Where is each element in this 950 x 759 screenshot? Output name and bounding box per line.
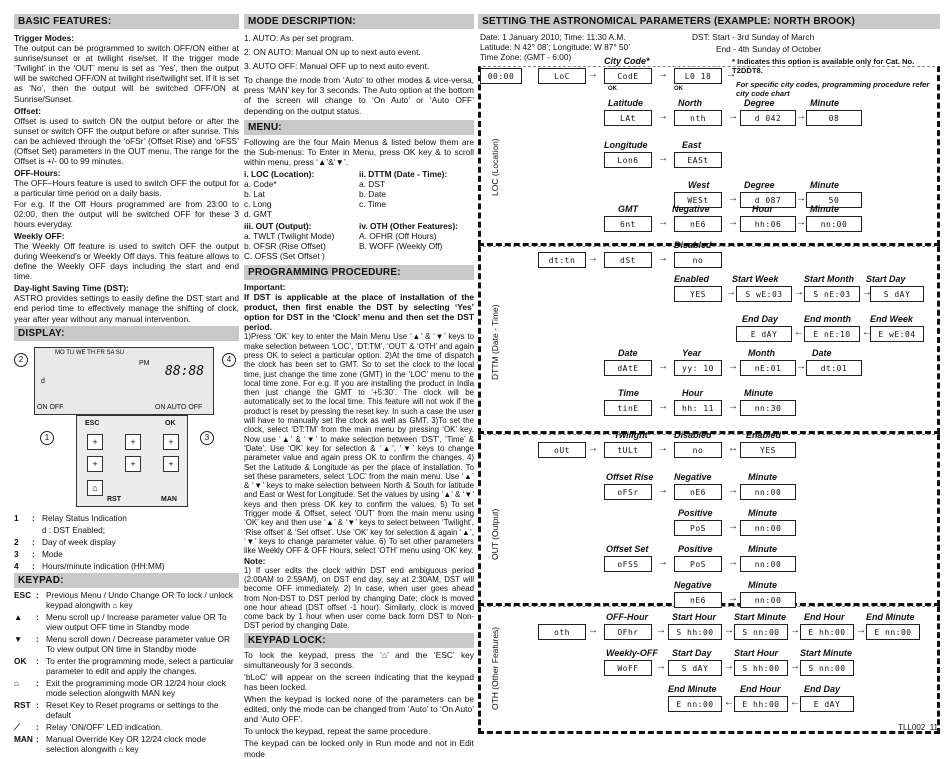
- flow-arrow: ←: [790, 697, 800, 708]
- man-label: MAN: [161, 495, 177, 503]
- example-timezone: Time Zone: (GMT - 6:00): [480, 52, 572, 62]
- lcd-m3: nn:00: [740, 556, 796, 572]
- column-astro: [478, 14, 940, 710]
- callout-1: 1: [40, 431, 54, 445]
- lock-text-3: When the keypad is locked none of the parameters can be edited, only the mode can be changed from ‘Auto’ to ‘On Auto’ and ‘Auto OFF’.: [244, 694, 474, 725]
- lcd-no2: no: [674, 442, 722, 458]
- label-start-minute: Start Minute: [734, 612, 787, 622]
- lcd-loc: LoC: [538, 68, 586, 84]
- example-latlong: Latitude: N 42° 08’; Longitude: W 87° 50’: [480, 42, 631, 52]
- column-procedure: [244, 14, 474, 759]
- mode-heading: MODE DESCRIPTION:: [244, 14, 474, 29]
- label-negative-3: Negative: [674, 580, 712, 590]
- lcd-yes2: YES: [740, 442, 796, 458]
- legend-row: 1 : Relay Status Indication: [14, 512, 127, 523]
- dst-heading: Day-light Saving Time (DST):: [14, 283, 129, 294]
- flow-arrow: →: [728, 401, 738, 412]
- lcd-sd: S dAY: [870, 286, 924, 302]
- label-weekly-off: Weekly-OFF: [606, 648, 658, 658]
- mode-text: To change the mode from ‘Auto’ to other modes & vice-versa, press ‘MAN’ key for 3 seconds. The Auto option at the bottom of the screen will change to ‘On Auto’ or ‘Auto OFF’ depending on the output status.: [244, 75, 474, 116]
- lcd-em: E nE:10: [804, 326, 860, 342]
- lcd-m4: nn:00: [740, 592, 796, 608]
- offset-heading: Offset:: [14, 105, 41, 116]
- days-row: MO TU WE TH FR SA SU: [55, 349, 125, 356]
- lcd-neg: nE6: [674, 216, 722, 232]
- lcd-nth: nth: [674, 110, 722, 126]
- astro-heading: SETTING THE ASTRONOMICAL PARAMETERS (EXAMPLE: NORTH BROOK): [478, 14, 940, 29]
- flow-arrow: →: [796, 193, 806, 204]
- label-date-2: Date: [812, 348, 832, 358]
- section-label: LOC (Location): [490, 138, 500, 196]
- ok-tag: OK: [674, 86, 683, 92]
- flow-arrow: →: [658, 153, 668, 164]
- label-positive-2: Positive: [678, 544, 713, 554]
- lcd-sh: S hh:00: [668, 624, 722, 640]
- flow-arrow: →: [728, 361, 738, 372]
- keypad-row: MAN : Manual Override Key OR 12/24 clock mode selection alongwith ⌂ key: [14, 733, 207, 754]
- label-off-hour: OFF-Hour: [606, 612, 648, 622]
- lcd-min: 08: [806, 110, 862, 126]
- catalog-note: * Indicates this option is available only for Cat. No. T2DDT8.: [732, 57, 915, 75]
- column-basic: [14, 14, 239, 754]
- menu-list-1: [244, 169, 474, 219]
- note-label: Note:: [244, 555, 266, 566]
- flow-arrow: ←: [862, 327, 872, 338]
- label-date: Date: [618, 348, 638, 358]
- esc-label: ESC: [85, 419, 100, 427]
- lcd-hh: hh: 11: [674, 400, 722, 416]
- label-enabled: Enabled: [674, 274, 710, 284]
- keypad-row: ▲ : Menu scroll up / Increase parameter value OR To view output OFF time in Standby mode: [14, 611, 227, 632]
- label-end-hour: End Hour: [804, 612, 845, 622]
- menu-loc: i. LOC (Location): a. Code* b. Lat c. Long d. GMT: [244, 168, 315, 219]
- device-figure: [14, 343, 239, 511]
- label-end-minute: End Minute: [866, 612, 915, 622]
- flow-arrow: →: [726, 287, 736, 298]
- label-hour: Hour: [752, 204, 773, 214]
- lcd-pos2: PoS: [674, 556, 722, 572]
- programming-steps: 1)Press ‘OK’ key to enter the Main Menu Use ‘▲’ & ‘▼’ keys to make selection between ‘LOC’, ‘DT:TM’, ‘OUT’ & ‘OTH’ and again press OK to select a particular option. 2)At the time of dispatch the clock has been set to GMT. So to set the clock to the local time, just change the time zone (GMT) in the ‘LOC’ menu to the local time zone. For e.g. If you are installing the product in India then just change the GMT to ‘+5:30’. The clock will be automatically set to the local time. This feature will not wok if the product is reset by pressing the reset key. In such a case the user will have to manually set the clock as well as GMT. 3)To set the clock, select ‘DT:TM’ from the main menu by pressing ‘OK’ key. Now use ‘▲’ & ‘▼’ to make selection between ‘DST’, ‘Time’ & ‘Date’. Use ‘OK’ key for selection & ‘▲’, ‘▼’ keys to change parameter value and again press OK to confirm the changes. 4) Set the Latitude & Longitude as per the place of installation. To set these parameters, select ‘LOC’ from the main menu. Use ‘▲’ & ‘▼’ keys to make selection between North & South for latitude and East or West for Longitude. Set the values by using ‘▲’ & ‘▼’ keys and then press OK key to confirm the values. 5) To set Trigger mode & Offset, select ‘OUT’ from the main menu using ‘OK’ key and then use ‘▲’ & ‘▼’ keys to select between ‘Twilight’, ‘Rise offset’ & ‘Set offset’. Use ‘OK’ key for selection & again ‘▲’, ‘▼’ keys to change parameter value. 6) To set other parameters like Weekly OFF & OFF Hours, select ‘OTH’ menu using ‘OK’ key.: [244, 332, 474, 556]
- flow-arrow: →: [728, 593, 738, 604]
- offset-text: Offset is used to switch ON the output before or after the sunset or switch OFF the output before or after sunrise. This can be achieved through the ‘oFSr’ (Offset Rise) and ‘oFSS’ (Offset Set) parameters in the OUT menu. The range for the Offset is +/- 00 to 99 minutes.: [14, 115, 239, 167]
- label-start-day-2: Start Day: [672, 648, 712, 658]
- lcd-eh2: E hh:00: [734, 696, 788, 712]
- lcd-sm3: S nn:00: [800, 660, 854, 676]
- label-enabled-2: Enabled: [746, 430, 782, 440]
- flow-arrow: →: [724, 661, 734, 672]
- callout-3: 3: [200, 431, 214, 445]
- menu-oth: iv. OTH (Other Features): A. OFHR (Off Hours) B. WOFF (Weekly Off): [359, 220, 458, 251]
- lcd-year: yy: 10: [674, 360, 722, 376]
- flow-arrow: →: [794, 287, 804, 298]
- menu-dttm: ii. DTTM (Date - Time): a. DST b. Date c. Time: [359, 168, 448, 209]
- label-start-hour-2: Start Hour: [734, 648, 779, 658]
- lcd-min3: nn:00: [806, 216, 862, 232]
- lcd-sm: S nE:03: [804, 286, 860, 302]
- keypad-row: ⟋ : Relay ‘ON/OFF’ LED indication.: [14, 721, 163, 732]
- keypad-row: ESC : Previous Menu / Undo Change OR To lock / unlock keypad alongwith ⌂ key: [14, 589, 234, 610]
- flow-arrow: →: [588, 69, 598, 80]
- label-end-hour-2: End Hour: [740, 684, 781, 694]
- label-degree-2: Degree: [744, 180, 775, 190]
- lock-text-4: To unlock the keypad, repeat the same procedure.: [244, 726, 431, 737]
- offhours-heading: OFF-Hours:: [14, 168, 61, 179]
- label-negative: Negative: [672, 204, 710, 214]
- lcd-neg2: nE6: [674, 484, 722, 500]
- flow-arrow: →: [728, 557, 738, 568]
- flow-arrow: →: [728, 521, 738, 532]
- flow-arrow: →: [728, 217, 738, 228]
- label-disabled-2: Disabled: [674, 430, 712, 440]
- label-end-minute-2: End Minute: [668, 684, 717, 694]
- lcd-em3: E nn:00: [668, 696, 722, 712]
- keypad-body: [76, 415, 188, 507]
- flow-arrow: →: [588, 625, 598, 636]
- lcd-l018: L0 18: [674, 68, 722, 84]
- label-longitude: Longitude: [604, 140, 648, 150]
- lcd-em2: E nn:00: [866, 624, 920, 640]
- flow-diagram: [478, 14, 940, 734]
- label-east: East: [682, 140, 702, 150]
- lcd-ed2: E dAY: [800, 696, 854, 712]
- display-panel: [34, 347, 214, 415]
- lcd-time: 00:00: [480, 68, 522, 84]
- lcd-neg3: nE6: [674, 592, 722, 608]
- note-text: 1) If user edits the clock within DST end ambiguous period (2:00AM to 2:59AM), on DST end day, say at 2:30AM, DST will become OFF immediately. 2) In case, when user goes ahead from Non-DST to DST period by changing Date; clock is moved one hour ahead (DST offset -1 hour). Similarly, clock is moved come back by 1 hour when user come back form DST to Non-DST period by changing Date.: [244, 565, 474, 631]
- time-digits: 88:88: [165, 363, 205, 379]
- key-plus-1[interactable]: +: [87, 434, 103, 450]
- weeklyoff-text: The Weekly Off feature is used to switch OFF the output during Weekend’s or Weekly Off days. This feature allows to define the Weekly OFF days including the start and end time.: [14, 240, 239, 282]
- label-start-minute-2: Start Minute: [800, 648, 853, 658]
- on-off-label: ON OFF: [37, 403, 64, 411]
- key-plus-5[interactable]: +: [125, 456, 141, 472]
- lcd-sh2: S hh:00: [734, 660, 788, 676]
- flow-arrow: →: [728, 193, 738, 204]
- lcd-deg: d 042: [740, 110, 796, 126]
- label-north: North: [678, 98, 702, 108]
- label-start-week: Start Week: [732, 274, 779, 284]
- lcd-tw: tULt: [604, 442, 652, 458]
- trigger-text: The output can be programmed to switch OFF/ON either at sunrise/sunset or at twilight rise/set. If the trigger mode ‘Twilight’ in the ‘OUT’ menu is set as ‘Yes’, then the output will be switched OFF/ON at twilight rise/twilight set. If it is set as ‘No’, then the output will be switched OFF/ON at Sunrise/Sunset.: [14, 43, 239, 104]
- lcd-ofsr: oFSr: [604, 484, 652, 500]
- lcd-sm2: S nn:00: [734, 624, 788, 640]
- label-start-hour: Start Hour: [672, 612, 717, 622]
- label-minute-8: Minute: [748, 580, 777, 590]
- lock-text-2: ‘bLoC’ will appear on the screen indicating that the keypad has been locked.: [244, 671, 474, 692]
- key-plus-2[interactable]: +: [125, 434, 141, 450]
- lcd-code: CodE: [604, 68, 652, 84]
- flow-arrow: ←: [794, 327, 804, 338]
- label-minute-5: Minute: [748, 472, 777, 482]
- basic-features-heading: BASIC FEATURES:: [14, 14, 239, 29]
- lcd-ed: E dAY: [736, 326, 792, 342]
- flow-arrow: →: [726, 69, 736, 80]
- section-label: OTH (Other Features): [490, 626, 500, 710]
- offhours-example: For e.g. If the Off Hours programmed are from 23:00 to 02:00, then the output will be switched OFF for these 3 hours everyday.: [14, 198, 239, 229]
- lcd-out: oUt: [538, 442, 586, 458]
- dst-indicator: d: [41, 377, 45, 385]
- flow-arrow: →: [658, 443, 668, 454]
- lcd-date: dAtE: [604, 360, 652, 376]
- flow-arrow: →: [856, 625, 866, 636]
- ok-tag: OK: [608, 86, 617, 92]
- label-minute-4: Minute: [744, 388, 773, 398]
- lcd-sw: S wE:03: [736, 286, 792, 302]
- offhours-text: The OFF–Hours feature is used to switch OFF the output for a particular time period on a daily basis.: [14, 178, 239, 199]
- key-plus-3[interactable]: +: [163, 434, 179, 450]
- key-plus-6[interactable]: +: [163, 456, 179, 472]
- lcd-west: WESt: [674, 192, 722, 208]
- rst-label: RST: [107, 495, 121, 503]
- keypad-row: OK : To enter the programming mode, select a particular parameter to edit and apply the changes.: [14, 655, 234, 676]
- lcd-sd2: S dAY: [668, 660, 722, 676]
- flow-arrow: →: [658, 485, 668, 496]
- flow-arrow: →: [658, 253, 668, 264]
- label-hour-2: Hour: [682, 388, 703, 398]
- flow-arrow: →: [588, 253, 598, 264]
- menu-intro: Following are the four Main Menus & listed below them are the Sub-menus: To Enter in Menu, press OK key & to scroll within menu, press ‘▲’&‘▼’.: [244, 136, 474, 167]
- flow-arrow: →: [658, 401, 668, 412]
- flow-arrow: →: [790, 625, 800, 636]
- important-label: Important:: [244, 281, 286, 292]
- footer-code: TLL002_11: [898, 723, 938, 732]
- keypad-row: ▼ : Menu scroll down / Decrease parameter value OR To view output ON time in Standby mode: [14, 633, 230, 654]
- label-disabled: Disabled: [674, 240, 712, 250]
- flow-arrow: ↔: [728, 443, 738, 454]
- lcd-ew: E wE:04: [870, 326, 924, 342]
- menu-out: iii. OUT (Output): a. TWLT (Twilight Mode) b. OFSR (Rise Offset) C. OFSS (Set Offset ): [244, 220, 335, 261]
- label-minute: Minute: [810, 98, 839, 108]
- city-code-note: For specific city codes, programming procedure refer city code chart: [736, 80, 930, 98]
- home-key[interactable]: ⌂: [87, 480, 103, 496]
- lcd-dt: dt:01: [806, 360, 862, 376]
- dst-end: End - 4th Sunday of October: [716, 44, 822, 54]
- label-twilight: Twilight: [614, 430, 648, 440]
- flow-arrow: →: [724, 625, 734, 636]
- mode-item-2: 2. ON AUTO: Manual ON up to next auto event.: [244, 47, 421, 58]
- menu-list-2: [244, 221, 474, 261]
- lcd-lat: LAt: [604, 110, 652, 126]
- label-start-month: Start Month: [804, 274, 854, 284]
- mode-label: ON AUTO OFF: [155, 403, 203, 411]
- legend-row: 4 : Hours/minute indication (HH:MM): [14, 560, 165, 571]
- section-label: OUT (Output): [490, 508, 500, 560]
- lcd-m2: nn:00: [740, 520, 796, 536]
- flow-arrow: →: [656, 625, 666, 636]
- lcd-dst: dSt: [604, 252, 652, 268]
- display-heading: DISPLAY:: [14, 326, 239, 341]
- key-plus-4[interactable]: +: [87, 456, 103, 472]
- weeklyoff-heading: Weekly OFF:: [14, 230, 65, 241]
- section-label: DTTM (Date - Time): [490, 304, 500, 380]
- lcd-dttm: dt:tn: [538, 252, 586, 268]
- lcd-woff: WoFF: [604, 660, 652, 676]
- mode-item-1: 1. AUTO: As per set program.: [244, 33, 354, 43]
- important-text: If DST is applicable at the place of installation of the product, then first enable the DST by selecting ‘Yes’ option for DST in the ‘Clock’ menu and then set the DST period.: [244, 292, 474, 333]
- flow-arrow: →: [658, 69, 668, 80]
- label-minute-7: Minute: [748, 544, 777, 554]
- label-minute-3: Minute: [810, 204, 839, 214]
- flow-arrow: →: [790, 661, 800, 672]
- mode-item-3: 3. AUTO OFF: Manual OFF up to next auto event.: [244, 61, 430, 72]
- label-end-day: End Day: [742, 314, 779, 324]
- flow-arrow: →: [796, 111, 806, 122]
- label-city-code: City Code*: [604, 56, 650, 66]
- lcd-m1: nn:00: [740, 484, 796, 500]
- label-end-week: End Week: [870, 314, 913, 324]
- label-positive: Positive: [678, 508, 713, 518]
- label-start-day: Start Day: [866, 274, 906, 284]
- lcd-east: EASt: [674, 152, 722, 168]
- lcd-pos: PoS: [674, 520, 722, 536]
- programming-heading: PROGRAMMING PROCEDURE:: [244, 265, 474, 280]
- flow-arrow: →: [588, 443, 598, 454]
- callout-2: 2: [14, 353, 28, 367]
- label-west: West: [688, 180, 710, 190]
- label-negative-2: Negative: [674, 472, 712, 482]
- keypad-row: RST : Reset Key to Reset programs or settings to the default: [14, 699, 219, 720]
- label-time: Time: [618, 388, 639, 398]
- lcd-mm: nn:30: [740, 400, 796, 416]
- flow-arrow: →: [728, 485, 738, 496]
- lcd-ofhr: OFhr: [604, 624, 652, 640]
- legend-row: 2 : Day of week display: [14, 536, 116, 547]
- legend-row: d : DST Enabled;: [42, 524, 106, 535]
- keypad-row: ⌂ : Exit the programming mode OR 12/24 hour clock mode selection alongwith MAN key: [14, 677, 226, 698]
- legend-row: 3 : Mode: [14, 548, 63, 559]
- label-gmt: GMT: [618, 204, 638, 214]
- lcd-gmt: 6nt: [604, 216, 652, 232]
- dst-text: ASTRO provides settings to easily define the DST start and end period time to effectively manage the shifting of clock, year after year without any manual intervention.: [14, 293, 239, 324]
- flow-arrow: →: [658, 217, 668, 228]
- label-offset-set: Offset Set: [606, 544, 649, 554]
- label-year: Year: [682, 348, 702, 358]
- lcd-time2: tinE: [604, 400, 652, 416]
- lcd-hour: hh:06: [740, 216, 796, 232]
- display-legend: [14, 513, 239, 571]
- lock-text-5: The keypad can be locked only in Run mode and not in Edit mode: [244, 738, 474, 759]
- menu-heading: MENU:: [244, 120, 474, 135]
- trigger-heading: Trigger Modes:: [14, 33, 75, 43]
- label-latitude: Latitude: [608, 98, 643, 108]
- keypad-heading: KEYPAD:: [14, 573, 239, 588]
- lock-text-1: To lock the keypad, press the ‘⌂’ and the ‘ESC’ key simultaneously for 3 seconds.: [244, 649, 474, 670]
- lcd-no: no: [674, 252, 722, 268]
- callout-4: 4: [222, 353, 236, 367]
- flow-arrow: →: [658, 361, 668, 372]
- label-end-day-2: End Day: [804, 684, 841, 694]
- label-minute-2: Minute: [810, 180, 839, 190]
- lcd-oth: oth: [538, 624, 586, 640]
- flow-arrow: →: [796, 361, 806, 372]
- label-month: Month: [748, 348, 775, 358]
- label-end-month: End month: [804, 314, 851, 324]
- example-date: Date: 1 January 2010; Time: 11:30 A.M.: [480, 32, 626, 42]
- lcd-ofss: oFSS: [604, 556, 652, 572]
- lcd-eh: E hh:00: [800, 624, 854, 640]
- ok-label: OK: [165, 419, 176, 427]
- flow-arrow: ←: [724, 697, 734, 708]
- lcd-yes: YES: [674, 286, 722, 302]
- label-minute-6: Minute: [748, 508, 777, 518]
- pm-indicator: PM: [139, 359, 150, 367]
- label-offset-rise: Offset Rise: [606, 472, 654, 482]
- lcd-long: Lon6: [604, 152, 652, 168]
- flow-arrow: →: [658, 557, 668, 568]
- lcd-min2: 50: [806, 192, 862, 208]
- lcd-month: nE:01: [740, 360, 796, 376]
- flow-arrow: →: [796, 217, 806, 228]
- flow-arrow: →: [862, 287, 872, 298]
- lcd-deg2: d 087: [740, 192, 796, 208]
- flow-arrow: →: [656, 661, 666, 672]
- flow-arrow: →: [658, 111, 668, 122]
- flow-arrow: →: [728, 111, 738, 122]
- label-degree: Degree: [744, 98, 775, 108]
- keypad-lock-heading: KEYPAD LOCK:: [244, 633, 474, 648]
- keypad-legend: [14, 590, 239, 754]
- dst-start: DST: Start - 3rd Sunday of March: [692, 32, 815, 42]
